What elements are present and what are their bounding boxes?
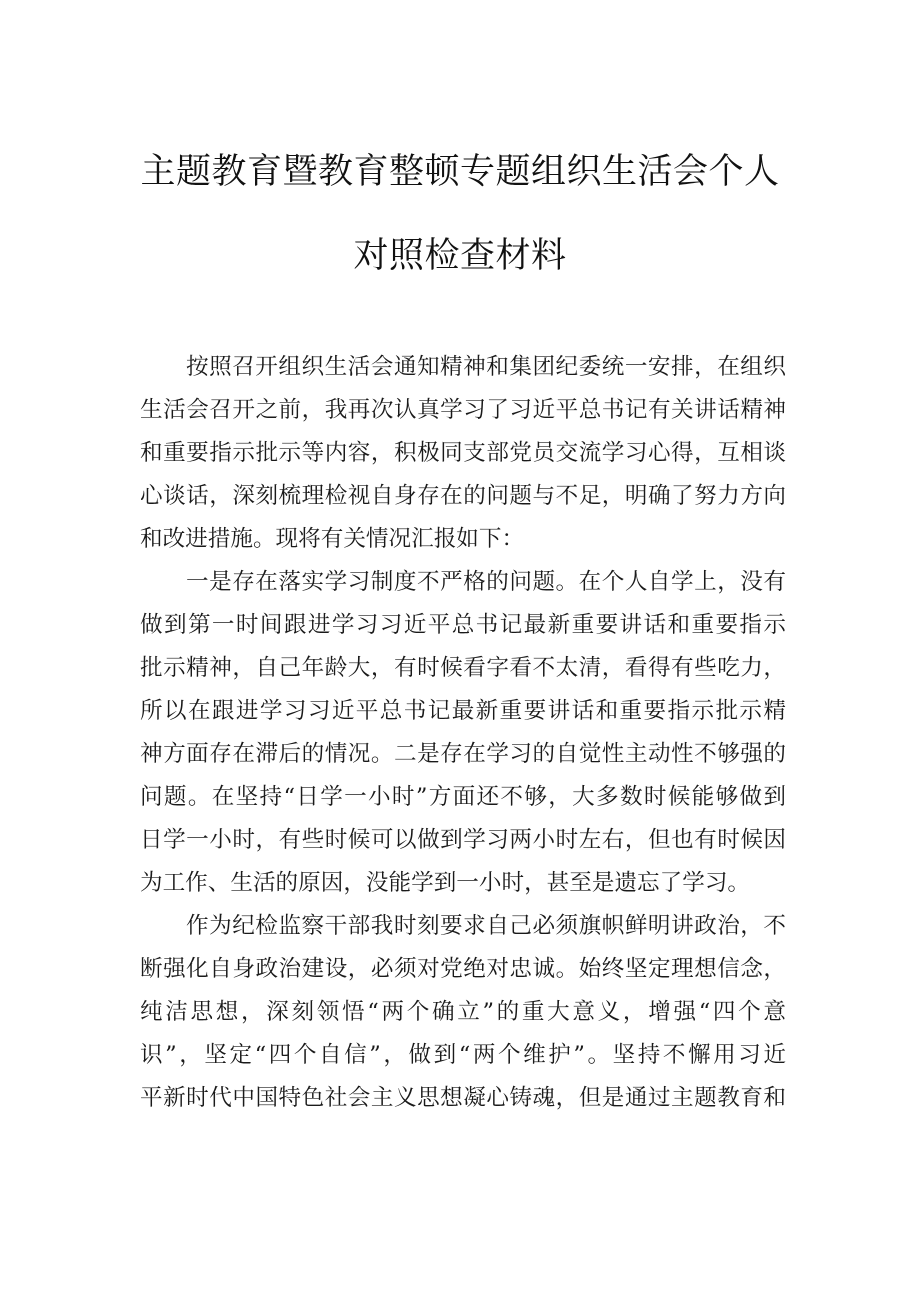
paragraph-2-line: 批示精神，自己年龄大，有时候看字看不太清，看得有些吃力，: [140, 655, 786, 681]
document-body: [140, 346, 786, 1120]
document-title-line-1: 主题教育暨教育整顿专题组织生活会个人: [140, 152, 780, 192]
paragraph-2-line: 为工作、生活的原因，没能学到一小时，甚至是遗忘了学习。: [140, 870, 751, 896]
paragraph-2-line: 神方面存在滞后的情况。二是存在学习的自觉性主动性不够强的: [140, 741, 786, 767]
paragraph-3-line: 作为纪检监察干部我时刻要求自己必须旗帜鲜明讲政治，不: [186, 913, 786, 939]
paragraph-2-line: 日学一小时，有些时候可以做到学习两小时左右，但也有时候因: [140, 827, 786, 853]
paragraph-1-line: 和重要指示批示等内容，积极同支部党员交流学习心得，互相谈: [140, 440, 786, 466]
paragraph-3-line: 断强化自身政治建设，必须对党绝对忠诚。始终坚定理想信念，: [140, 956, 786, 982]
document-title-line-2: 对照检查材料: [353, 236, 567, 276]
paragraph-1-line: 按照召开组织生活会通知精神和集团纪委统一安排，在组织: [186, 354, 786, 380]
paragraph-1-line: 生活会召开之前，我再次认真学习了习近平总书记有关讲话精神: [140, 397, 786, 423]
paragraph-3-line: 平新时代中国特色社会主义思想凝心铸魂，但是通过主题教育和: [140, 1085, 786, 1111]
paragraph-2-line: 做到第一时间跟进学习习近平总书记最新重要讲话和重要指示: [140, 612, 786, 638]
paragraph-2-line: 一是存在落实学习制度不严格的问题。在个人自学上，没有: [186, 569, 786, 595]
paragraph-1-line: 和改进措施。现将有关情况汇报如下：: [140, 526, 525, 552]
paragraph-3-line: 识”，坚定“四个自信”，做到“两个维护”。坚持不懈用习近: [140, 1042, 786, 1068]
paragraph-2-line: 所以在跟进学习习近平总书记最新重要讲话和重要指示批示精: [140, 698, 786, 724]
paragraph-1-line: 心谈话，深刻梳理检视自身存在的问题与不足，明确了努力方向: [140, 483, 786, 509]
paragraph-2-line: 问题。在坚持“日学一小时”方面还不够，大多数时候能够做到: [140, 784, 786, 810]
paragraph-3-line: 纯洁思想，深刻领悟“两个确立”的重大意义，增强“四个意: [140, 999, 786, 1025]
